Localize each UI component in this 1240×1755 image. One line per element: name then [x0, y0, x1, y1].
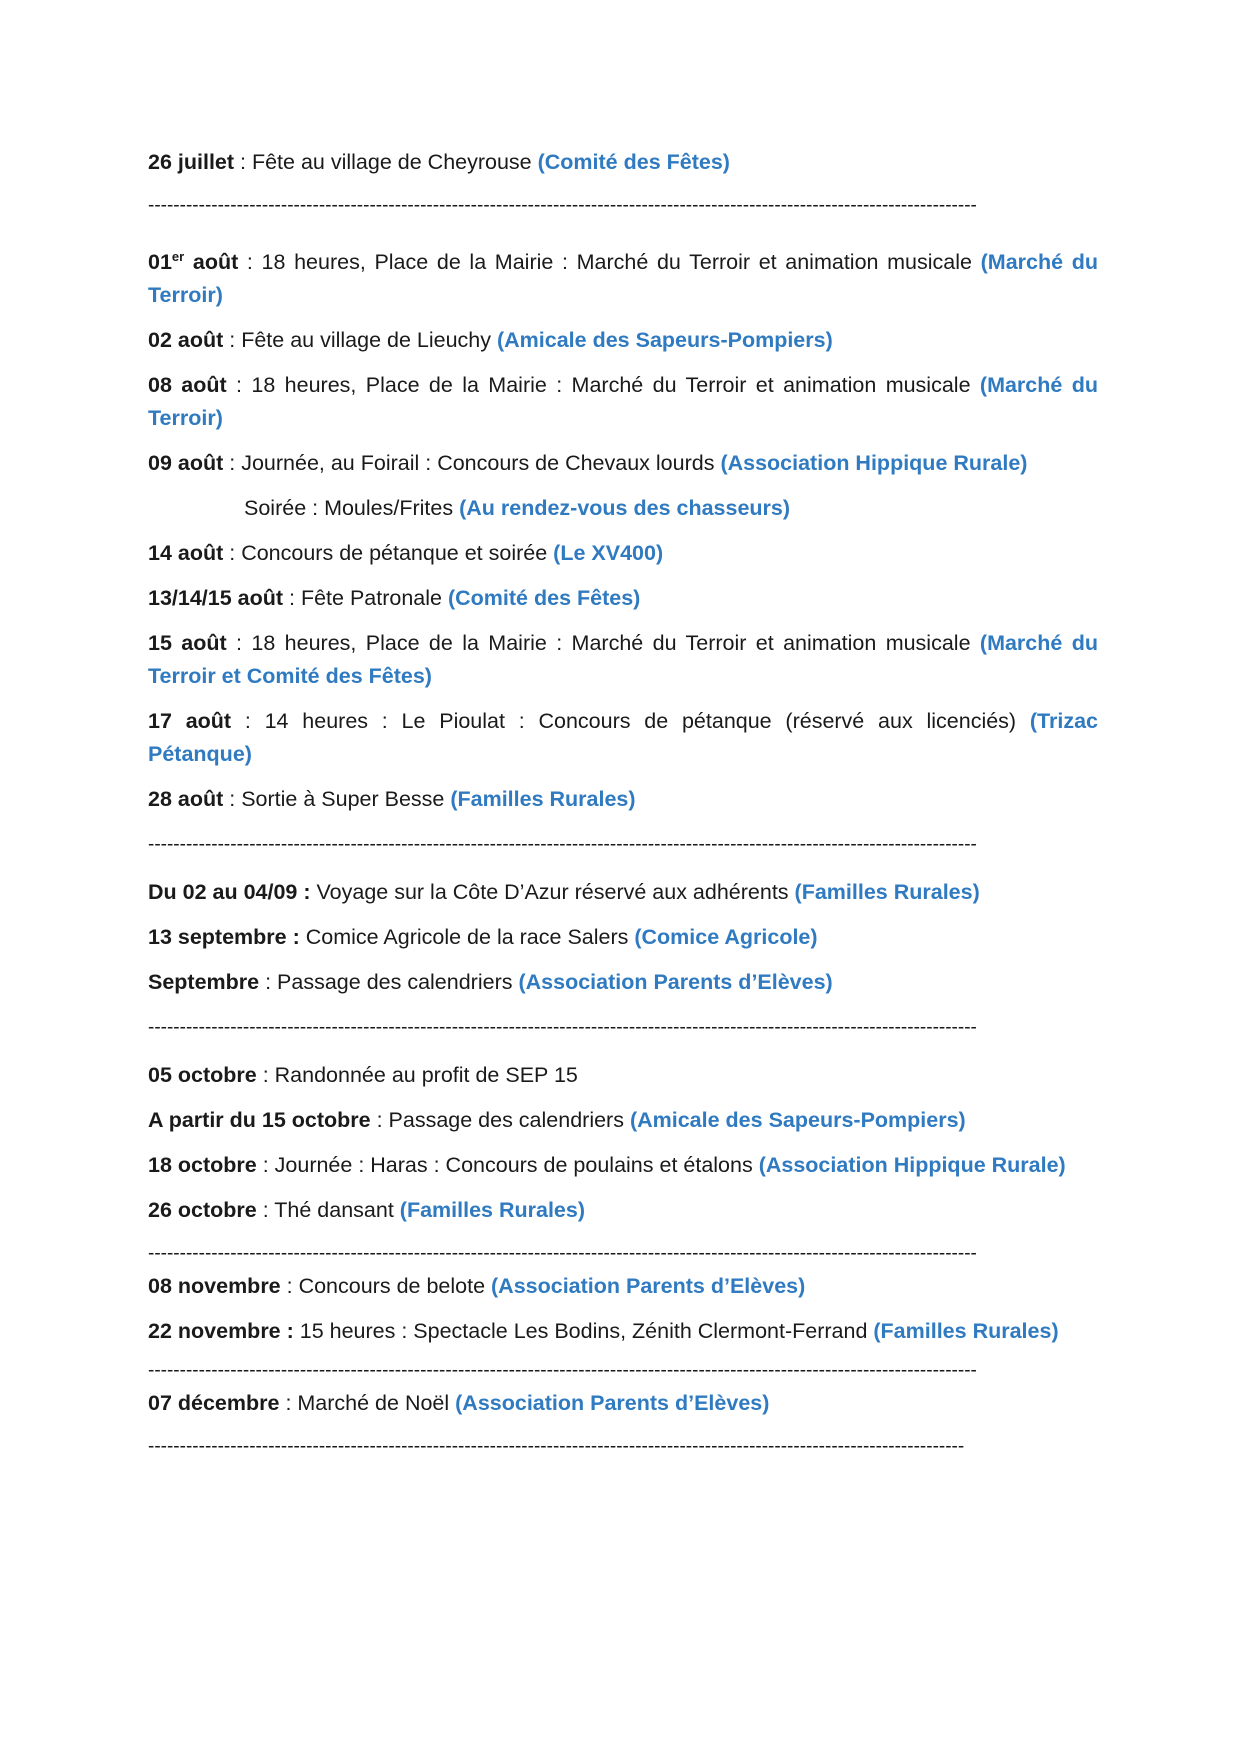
event-08-aout [148, 369, 1098, 435]
event-date: A partir du 15 octobre [148, 1108, 371, 1133]
event-organizer: (Amicale des Sapeurs-Pompiers) [496, 328, 833, 353]
event-date: 09 août [148, 451, 224, 476]
event-text: 15 heures : Spectacle Les Bodins, Zénith Clermont-Ferrand [293, 1319, 874, 1344]
event-text: : 18 heures, Place de la Mairie : Marché du Terroir et animation musicale [226, 373, 980, 398]
event-du-02-au-04-09 [148, 876, 1098, 909]
event-text: : Thé dansant [256, 1198, 400, 1223]
section-separator: ----------------------------------------------------------------------------------------------------------------------------------- [148, 1360, 977, 1382]
event-13-14-15-aout [148, 582, 1098, 615]
event-13-septembre [148, 921, 1098, 954]
event-date: Du 02 au 04/09 : [148, 880, 311, 905]
event-organizer: (Au rendez-vous des chasseurs) [459, 496, 791, 521]
event-organizer: (Comice Agricole) [634, 925, 818, 950]
event-date: 05 octobre [148, 1063, 257, 1088]
event-text: : 18 heures, Place de la Mairie : Marché du Terroir et animation musicale [238, 250, 981, 275]
event-text: : Passage des calendriers [259, 970, 519, 995]
event-date: 14 août [148, 541, 224, 566]
event-date-superscript: er [171, 249, 185, 264]
event-text: : Passage des calendriers [370, 1108, 630, 1133]
event-organizer: (Comité des Fêtes) [537, 150, 730, 174]
event-organizer: (Trizac Pétanque) [148, 709, 1098, 767]
event-text: Soirée : Moules/Frites [244, 496, 460, 521]
event-date: 01 [148, 250, 172, 275]
event-17-aout [148, 705, 1098, 771]
event-text: Voyage sur la Côte D’Azur réservé aux adhérents [310, 880, 795, 905]
event-organizer: (Familles Rurales) [873, 1319, 1059, 1344]
event-organizer: (Marché du Terroir) [148, 250, 1098, 308]
event-septembre [148, 966, 1098, 999]
event-organizer: (Comité des Fêtes) [447, 586, 641, 611]
event-date: Septembre [148, 970, 260, 995]
event-date: 26 juillet [148, 150, 235, 174]
event-01-aout [148, 240, 1098, 312]
event-text: : Randonnée au profit de SEP 15 [256, 1063, 578, 1088]
section-separator: ----------------------------------------------------------------------------------------------------------------------------------- [148, 195, 977, 216]
section-separator: ----------------------------------------------------------------------------------------------------------------------------------- [148, 1243, 977, 1265]
event-organizer: (Familles Rurales) [399, 1198, 585, 1223]
event-organizer: (Association Hippique Rurale) [758, 1153, 1066, 1178]
event-text: : Fête au village de Cheyrouse [234, 150, 538, 174]
event-date-month: août [184, 250, 239, 275]
event-organizer: (Familles Rurales) [450, 787, 636, 812]
event-text: : Journée, au Foirail : Concours de Chevaux lourds [223, 451, 721, 476]
event-organizer: (Association Hippique Rurale) [720, 451, 1028, 476]
event-text: : Fête au village de Lieuchy [223, 328, 497, 353]
event-09-aout-soiree [148, 492, 1098, 525]
final-separator: --------------------------------------------------------------------------------------------------------------------------------- [148, 1436, 965, 1458]
event-date: 26 octobre [148, 1198, 257, 1223]
event-date: 08 novembre [148, 1274, 281, 1299]
event-date: 15 août [148, 631, 227, 656]
event-text: : 18 heures, Place de la Mairie : Marché du Terroir et animation musicale [226, 631, 980, 656]
event-text: : Journée : Haras : Concours de poulains et étalons [256, 1153, 759, 1178]
event-organizer: (Le XV400) [553, 541, 664, 566]
event-text: : Concours de pétanque et soirée [223, 541, 554, 566]
event-02-aout [148, 324, 1098, 357]
event-organizer: (Amicale des Sapeurs-Pompiers) [629, 1108, 966, 1133]
event-text: : 14 heures : Le Pioulat : Concours de pétanque (réservé aux licenciés) [231, 709, 1030, 734]
event-date: 28 août [148, 787, 224, 812]
event-organizer: (Association Parents d’Elèves) [455, 1391, 770, 1416]
section-separator: ----------------------------------------------------------------------------------------------------------------------------------- [148, 1017, 977, 1039]
event-date: 22 novembre : [148, 1319, 294, 1344]
event-07-decembre [148, 1387, 1098, 1420]
event-organizer: (Familles Rurales) [794, 880, 980, 905]
event-15-aout [148, 627, 1098, 693]
events-calendar-page [148, 146, 1098, 1458]
event-18-octobre [148, 1149, 1098, 1182]
event-date: 18 octobre [148, 1153, 257, 1178]
event-organizer: (Association Parents d’Elèves) [491, 1274, 806, 1299]
event-14-aout [148, 537, 1098, 570]
event-09-aout [148, 447, 1098, 480]
event-08-novembre [148, 1270, 1098, 1303]
event-26-juillet [148, 146, 1098, 179]
event-organizer: (Association Parents d’Elèves) [518, 970, 833, 995]
section-separator: ----------------------------------------------------------------------------------------------------------------------------------- [148, 834, 977, 856]
event-date: 07 décembre [148, 1391, 280, 1416]
event-text: Comice Agricole de la race Salers [299, 925, 635, 950]
event-date: 02 août [148, 328, 224, 353]
event-organizer: (Marché du Terroir) [148, 373, 1098, 431]
event-date: 08 août [148, 373, 227, 398]
event-text: : Sortie à Super Besse [223, 787, 451, 812]
event-text: : Marché de Noël [279, 1391, 456, 1416]
event-date: 13 septembre : [148, 925, 300, 950]
event-26-octobre [148, 1194, 1098, 1227]
event-text: : Concours de belote [280, 1274, 492, 1299]
event-22-novembre [148, 1315, 1098, 1348]
event-date: 13/14/15 août [148, 586, 284, 611]
event-05-octobre [148, 1059, 1098, 1092]
event-date: 17 août [148, 709, 232, 734]
event-organizer: (Marché du Terroir et Comité des Fêtes) [148, 631, 1098, 689]
event-a-partir-du-15-octobre [148, 1104, 1098, 1137]
event-28-aout [148, 783, 1098, 816]
event-text: : Fête Patronale [283, 586, 448, 611]
